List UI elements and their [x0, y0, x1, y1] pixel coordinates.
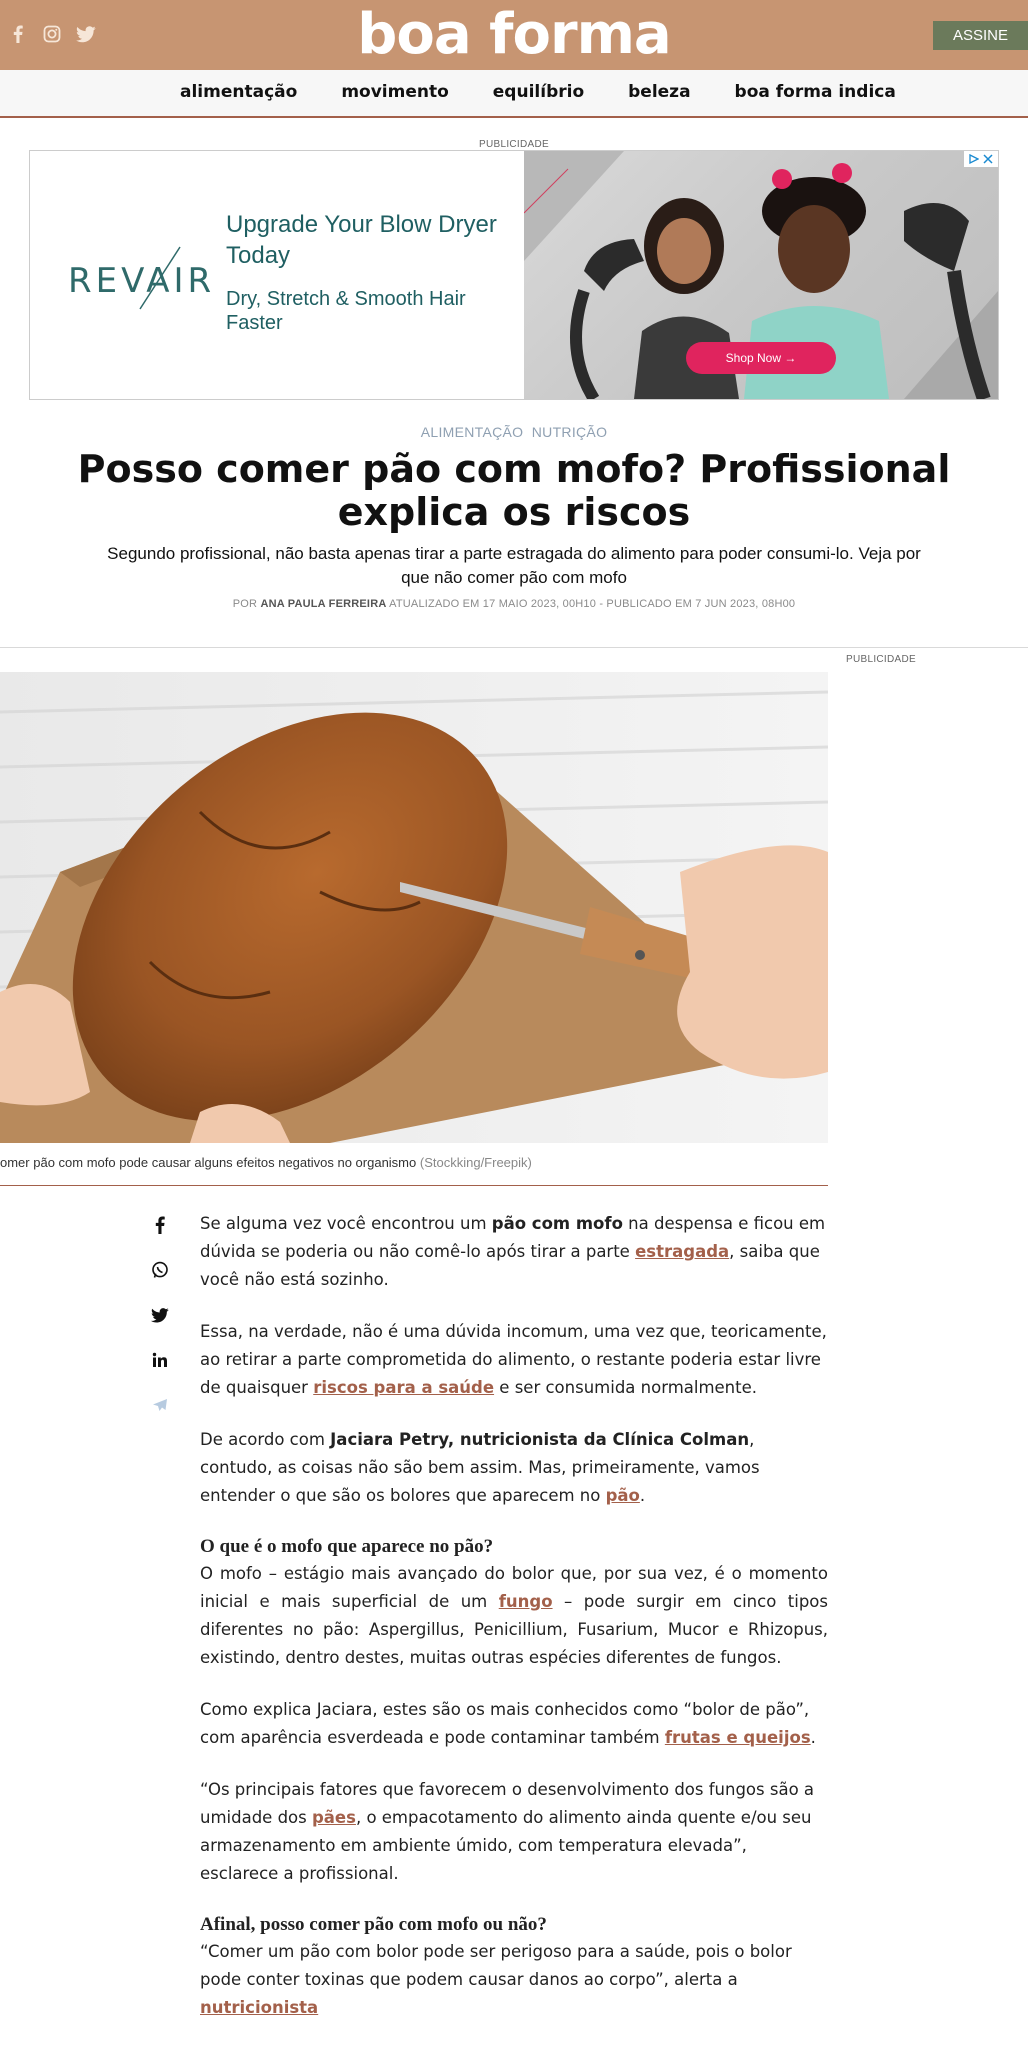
text: O mofo – estágio mais avançado do bolor que, por sua vez, é o momento inicial e mais superficial de um — [200, 1564, 828, 1611]
nav-item-beleza[interactable]: beleza — [628, 82, 691, 102]
link-paes[interactable]: pães — [311, 1808, 356, 1827]
site-header — [0, 0, 1028, 70]
text: na despensa e ficou em dúvida se poderia ou não comê-lo após tirar a parte — [200, 1214, 826, 1261]
text: , contudo, as coisas não são bem assim. Mas, primeiramente, vamos entender o que são os bolores que aparecem no — [200, 1430, 760, 1505]
ad-headline: Upgrade Your Blow Dryer Today — [226, 211, 497, 269]
image-credit: (Stockking/Freepik) — [419, 1155, 532, 1170]
paragraph — [200, 1210, 828, 1294]
paragraph — [200, 1696, 828, 1752]
text: , saiba que você não está sozinho. — [200, 1242, 820, 1289]
hero-image — [0, 672, 828, 1143]
text: “Os principais fatores que favorecem o desenvolvimento dos fungos são a umidade dos — [200, 1780, 815, 1827]
share-linkedin-icon[interactable] — [148, 1349, 172, 1371]
link-frutas-e-queijos[interactable]: frutas e queijos — [664, 1728, 811, 1747]
share-whatsapp-icon[interactable] — [148, 1259, 172, 1281]
text: De acordo com — [200, 1430, 331, 1449]
article-body — [200, 1210, 828, 2046]
site-logo[interactable]: boa forma — [357, 2, 671, 67]
ad-shop-now-button[interactable]: Shop Now → — [686, 342, 836, 374]
article-subtitle: Segundo profissional, não basta apenas tirar a parte estragada do alimento para poder consumi-lo. Veja por que não comer pão com mofo — [107, 544, 921, 587]
image-caption — [0, 1155, 828, 1170]
subscribe-button[interactable]: ASSINE — [933, 21, 1028, 50]
link-nutricionista[interactable]: nutricionista — [200, 1998, 319, 2017]
paragraph — [200, 1938, 828, 2022]
ad-close-icon[interactable] — [983, 154, 993, 164]
divider — [0, 1185, 828, 1186]
link-riscos-para-a-saude[interactable]: riscos para a saúde — [313, 1378, 495, 1397]
text: Se alguma vez você encontrou um — [200, 1214, 492, 1233]
paragraph — [200, 1426, 828, 1510]
text: , o empacotamento do alimento ainda quente e/ou seu armazenamento em ambiente úmido, com temperatura elevada”, esclarece a profissional. — [200, 1808, 812, 1883]
ad-brand: REVAIR — [68, 261, 216, 301]
text: “Comer um pão com bolor pode ser perigoso para a saúde, pois o bolor pode conter toxinas que podem causar danos ao corpo”, alerta a — [200, 1942, 792, 1989]
divider — [0, 647, 1028, 648]
nav-item-equilibrio[interactable]: equilíbrio — [492, 82, 585, 102]
share-twitter-icon[interactable] — [148, 1304, 172, 1326]
share-telegram-icon[interactable] — [148, 1394, 172, 1416]
text: Como explica Jaciara, estes são os mais conhecidos como “bolor de pão”, com aparência esverdeada e pode contaminar também — [200, 1700, 810, 1747]
article-categories — [0, 424, 1028, 440]
paragraph — [200, 1776, 828, 1888]
nav-item-boa-forma-indica[interactable]: boa forma indica — [734, 82, 896, 102]
category-link[interactable]: NUTRIÇÃO — [531, 424, 608, 440]
main-navigation — [0, 70, 1028, 118]
article-byline — [0, 598, 1028, 610]
nav-item-alimentacao[interactable]: alimentação — [180, 82, 298, 102]
text: . — [639, 1486, 646, 1505]
article-title: Posso comer pão com mofo? Profissional explica os riscos — [77, 447, 951, 534]
link-estragada[interactable]: estragada — [635, 1242, 730, 1261]
ad-choices-icon[interactable] — [964, 151, 998, 167]
ad-subline: Dry, Stretch & Smooth Hair Faster — [226, 288, 466, 334]
text: e ser consumida normalmente. — [494, 1378, 758, 1397]
section-heading: Afinal, posso comer pão com mofo ou não? — [200, 1914, 547, 1935]
share-bar — [148, 1214, 172, 1416]
category-link[interactable]: ALIMENTAÇÃO — [420, 424, 524, 440]
paragraph — [200, 1318, 828, 1402]
link-pao[interactable]: pão — [605, 1486, 640, 1505]
bold-text: Jaciara Petry, nutricionista da Clínica Colman — [330, 1430, 750, 1449]
nav-item-movimento[interactable]: movimento — [341, 82, 449, 102]
byline-prefix: POR — [232, 598, 258, 610]
section-heading: O que é o mofo que aparece no pão? — [200, 1536, 494, 1557]
paragraph — [200, 1560, 828, 1672]
text: . — [810, 1728, 816, 1747]
link-fungo[interactable]: fungo — [498, 1592, 553, 1611]
caption-text: omer pão com mofo pode causar alguns efeitos negativos no organismo — [0, 1155, 417, 1170]
text: – pode surgir em cinco tipos diferentes no pão: Aspergillus, Penicillium, Fusarium, Mucor e Rhizopus, existindo, dentro destes, muitas outras espécies diferentes de fungos. — [200, 1592, 828, 1667]
bold-text: pão com mofo — [491, 1214, 623, 1233]
share-facebook-icon[interactable] — [148, 1214, 172, 1236]
side-ad-label: PUBLICIDADE — [846, 654, 916, 665]
ad-label: PUBLICIDADE — [479, 139, 549, 150]
author-name[interactable]: ANA PAULA FERREIRA — [260, 598, 387, 610]
banner-ad[interactable] — [29, 150, 999, 400]
article-dates: ATUALIZADO EM 17 MAIO 2023, 00H10 - PUBLICADO EM 7 JUN 2023, 08H00 — [389, 598, 796, 610]
text: Essa, na verdade, não é uma dúvida incomum, uma vez que, teoricamente, ao retirar a parte comprometida do alimento, o restante poderia estar livre de quaisquer — [200, 1322, 827, 1397]
